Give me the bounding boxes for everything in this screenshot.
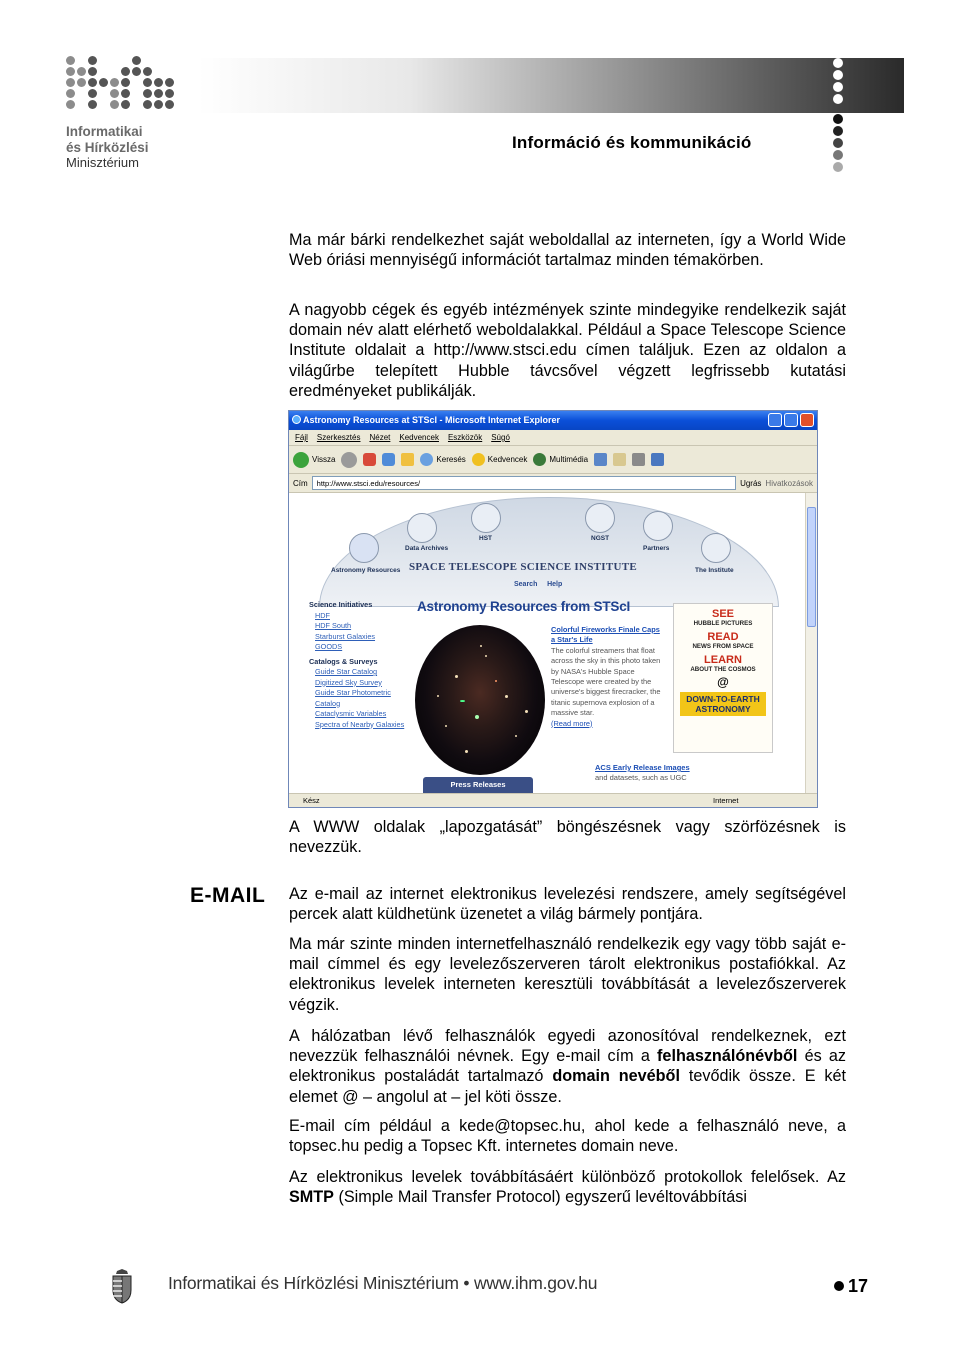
back-arrow-icon <box>293 452 309 468</box>
stop-icon <box>363 453 376 466</box>
header-gradient-bar <box>198 58 904 113</box>
partners-icon <box>643 511 673 541</box>
astronomy-resources-icon <box>349 533 379 563</box>
paragraph-stsci: A nagyobb cégek és egyéb intézmények szinte mindegyike rendelkezik saját domain név alatt elérhető weboldalakkal. Például a Space Telescope Science Institute oldalait a http://www.stsci.edu címen találjuk. Ezen az oldalon a világűrbe telepített Hubble távcsővel végzett legfrissebb kutatási eredményeket publikálják. <box>289 301 846 400</box>
story-text: The colorful streamers that float across the sky in this photo taken by NASA's Hubble Space Telescope were created by the universe's biggest firecracker, the titanic supernova explosion of a massive star. <box>551 645 661 718</box>
search-button <box>420 453 465 466</box>
paragraph-www-intro: Ma már bárki rendelkezhet saját weboldallal az interneten, így a World Wide Web óriási mennyiségű információt tartalmaz minden témakörben. <box>289 231 846 270</box>
text-run: és az elektronikus postaládát tartalmazó <box>289 1047 846 1086</box>
address-field: http://www.stsci.edu/resources/ <box>312 476 736 490</box>
nav-hst: HST <box>479 535 492 542</box>
menu-help: Súgó <box>491 433 510 442</box>
sidebar-heading-catalogs: Catalogs & Surveys <box>309 656 378 666</box>
search-icon <box>420 453 433 466</box>
menu-favorites: Kedvencek <box>399 433 439 442</box>
go-button: Ugrás <box>740 478 762 488</box>
acs-text: and datasets, such as UGC <box>595 773 687 782</box>
nav-ngst: NGST <box>591 535 610 542</box>
stsci-main-title: Astronomy Resources from STScI <box>417 599 631 614</box>
ngst-icon <box>585 503 615 533</box>
print-icon <box>632 453 645 466</box>
sidebar-link: HDF <box>315 610 330 620</box>
promo-see: SEE <box>711 608 734 620</box>
promo-down-to-earth: DOWN-TO-EARTH ASTRONOMY <box>680 692 766 716</box>
sidebar-link: Digitized Sky Survey <box>315 677 382 687</box>
sidebar-link: Cataclysmic Variables <box>315 709 387 718</box>
status-ready: Kész <box>303 796 320 805</box>
scroll-thumb <box>807 507 816 627</box>
star-icon <box>472 453 485 466</box>
links-label: Hivatkozások <box>765 478 813 488</box>
footer-ministry: Informatikai és Hírközlési Minisztérium • www.ihm.gov.hu <box>168 1273 598 1293</box>
paragraph-email-address <box>289 1026 846 1107</box>
ministry-logo-text <box>66 124 149 171</box>
hubble-promo-box <box>673 603 773 753</box>
history-icon <box>594 453 607 466</box>
refresh-icon <box>382 453 395 466</box>
search-label: Keresés <box>436 455 466 464</box>
menu-file: Fájl <box>295 433 308 442</box>
maximize-icon <box>784 413 798 427</box>
browser-toolbar <box>289 446 817 474</box>
stsci-sublinks <box>514 581 562 588</box>
stsci-banner: SPACE TELESCOPE SCIENCE INSTITUTE <box>409 561 638 573</box>
press-releases-tab: Press Releases <box>423 777 533 795</box>
address-label: Cím <box>293 478 308 488</box>
menu-tools: Eszközök <box>447 433 483 442</box>
sidebar-link: Starburst Galaxies <box>315 631 376 641</box>
text-run: Az elektronikus levelek továbbításáért különböző protokollok felelősek. Az <box>289 1168 846 1186</box>
promo-see-sub: HUBBLE PICTURES <box>693 620 753 627</box>
mail-icon <box>613 453 626 466</box>
status-zone: Internet <box>713 796 739 805</box>
text-run: tevődik össze. E két elemet @ – angolul at – jel köti össze. <box>289 1067 846 1106</box>
institute-icon <box>701 533 731 563</box>
page-number-bullet <box>834 1281 844 1291</box>
ie-icon <box>292 415 301 424</box>
sidebar-link: Guide Star Catalog <box>315 667 378 676</box>
nav-data-archives: Data Archives <box>405 545 449 552</box>
edit-icon <box>651 453 664 466</box>
email-section-label: E-MAIL <box>190 884 266 907</box>
menu-edit: Szerkesztés <box>316 433 361 442</box>
stsci-story <box>551 625 663 729</box>
bold-term-username: felhasználónévből <box>657 1047 798 1066</box>
paragraph-email-def: Az e-mail az internet elektronikus levelezési rendszere, amely segítségével percek alatt küldhetünk üzenetet a világ bármely pontjára. <box>289 885 846 924</box>
promo-at: @ <box>717 675 729 689</box>
browser-title: Astronomy Resources at STScI - Microsoft Internet Explorer <box>303 415 561 425</box>
back-label: Vissza <box>312 455 336 464</box>
paragraph-protocols <box>289 1167 846 1207</box>
favorites-label: Kedvencek <box>487 455 528 464</box>
nav-the-institute: The Institute <box>695 567 734 574</box>
sidebar-link: Spectra of Nearby Galaxies <box>315 719 405 729</box>
browser-scrollbar <box>805 493 817 795</box>
section-title: Információ és kommunikáció <box>512 133 752 152</box>
browser-status-bar <box>289 793 817 807</box>
sidebar-link: GOODS <box>315 642 343 651</box>
supernova-photo <box>415 625 545 775</box>
stsci-webpage <box>289 493 807 795</box>
hungarian-crest-icon <box>110 1268 134 1304</box>
sidebar-heading-science: Science Initiatives <box>309 600 373 609</box>
search-link: Search <box>514 581 538 588</box>
media-button <box>533 453 588 466</box>
nav-partners: Partners <box>643 545 670 552</box>
media-icon <box>533 453 546 466</box>
favorites-button <box>472 453 528 466</box>
text-run: A hálózatban lévő felhasználók egyedi azonosítóval rendelkeznek, ezt nevezzük felhasználói névnek. Egy e-mail cím a <box>289 1027 846 1066</box>
acs-link: ACS Early Release Images <box>595 763 690 772</box>
sidebar-link: Guide Star Photometric Catalog <box>315 688 391 708</box>
media-label: Multimédia <box>549 455 589 464</box>
logo-line-1: Informatikai <box>66 124 143 139</box>
data-archives-icon <box>407 513 437 543</box>
forward-arrow-icon <box>341 452 357 468</box>
paragraph-email-accounts: Ma már szinte minden internetfelhasználó rendelkezik egy vagy több saját e-mail címmel és egy levelezőszerveren tárolt elektronikus postafiókkal. Az elektronikus levelek interneten keresztüli továbbítását a levelezőszerverek végzik. <box>289 935 846 1014</box>
paragraph-browsing: A WWW oldalak „lapozgatását” böngészésnek vagy szörfözésnek is nevezzük. <box>289 818 846 857</box>
browser-address-bar <box>289 474 817 493</box>
text-run: (Simple Mail Transfer Protocol) egyszerű levéltovábbítási <box>333 1188 747 1207</box>
acs-release <box>595 763 690 783</box>
promo-learn-sub: ABOUT THE COSMOS <box>690 666 756 673</box>
logo-line-3: Minisztérium <box>66 155 139 170</box>
help-link: Help <box>547 581 563 588</box>
logo-line-2: és Hírközlési <box>66 139 149 155</box>
promo-learn: LEARN <box>704 654 742 666</box>
read-more-link: (Read more) <box>551 718 593 728</box>
page-number: 17 <box>848 1276 869 1296</box>
window-buttons <box>768 413 814 427</box>
bold-term-smtp: SMTP <box>289 1188 334 1207</box>
promo-read-sub: NEWS FROM SPACE <box>692 643 754 650</box>
menu-view: Nézet <box>369 433 391 442</box>
browser-title-bar <box>289 411 817 430</box>
minimize-icon <box>768 413 782 427</box>
sidebar-link: HDF South <box>315 621 352 630</box>
browser-menu-bar <box>289 430 817 446</box>
browser-screenshot <box>288 410 818 808</box>
paragraph-email-example: E-mail cím például a kede@topsec.hu, ahol kede a felhasználó neve, a topsec.hu pedig a Topsec Kft. internetes domain neve. <box>289 1117 846 1156</box>
home-icon <box>401 453 414 466</box>
back-button <box>293 452 335 468</box>
promo-read: READ <box>707 631 739 643</box>
bold-term-domain: domain nevéből <box>552 1067 680 1086</box>
story-link: Colorful Fireworks Finale Caps a Star's Life <box>551 625 660 645</box>
nav-astronomy-resources: Astronomy Resources <box>331 567 401 574</box>
close-icon <box>800 413 814 427</box>
hst-icon <box>471 503 501 533</box>
stsci-sidebar <box>309 596 409 730</box>
